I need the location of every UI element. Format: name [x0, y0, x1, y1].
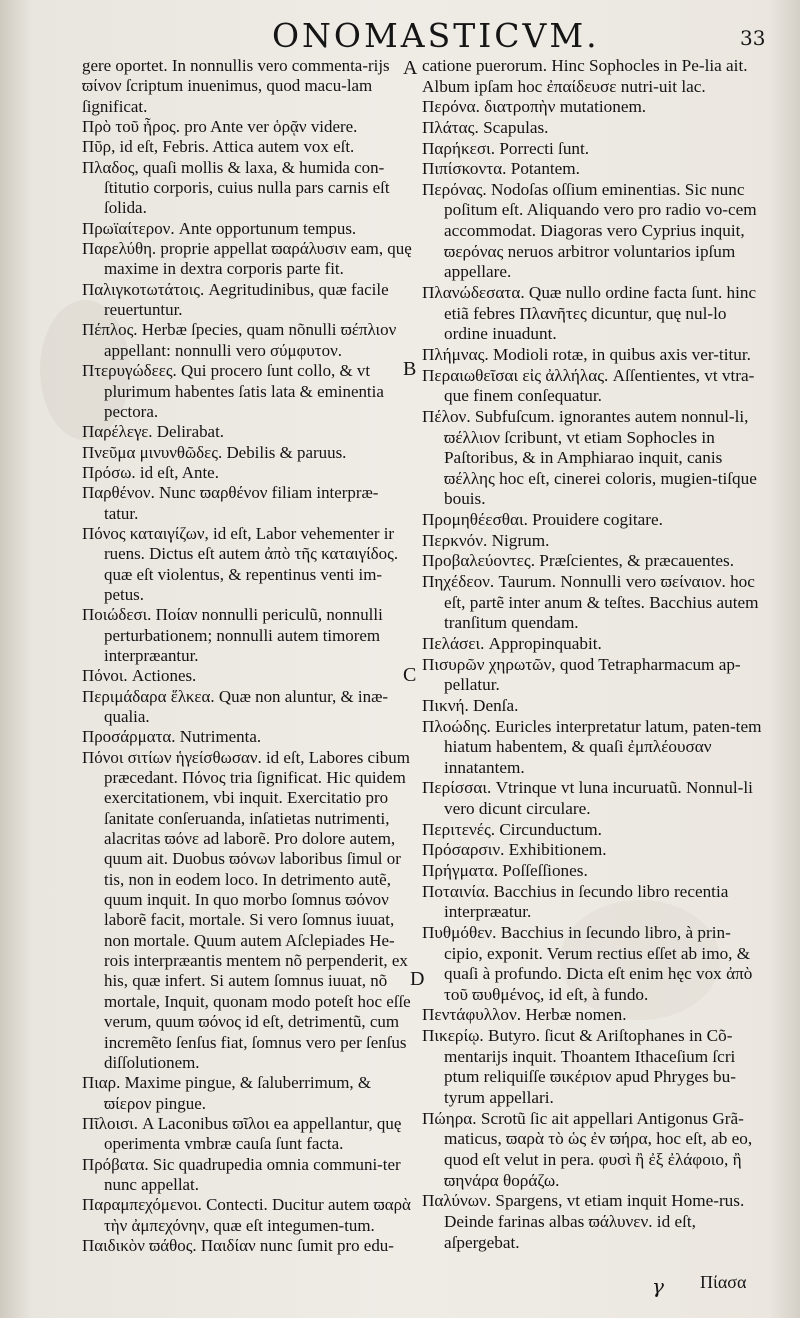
dictionary-entry: Πιαρ. Maxime pingue, & ſaluberrimum, & ϖίερον pingue. — [82, 1073, 372, 1113]
dictionary-entry: Πέπλος. Herbæ ſpecies, quam nõnulli ϖέπλιον appellant: nonnulli vero σύμφυτον. — [82, 320, 397, 360]
margin-letter-c: C — [403, 664, 417, 686]
dictionary-entry: Περκνόν. Nigrum. — [422, 530, 550, 550]
dictionary-entry: Παρήκεσι. Porrecti ſunt. — [422, 138, 590, 158]
dictionary-entry: Πλάτας. Scapulas. — [422, 117, 549, 137]
right-column — [422, 56, 762, 1253]
dictionary-entry: Περόνας. Nodoſas oſſium eminentias. Sic nunc poſitum eſt. Aliquando vero pro radio vo-cem accommodat. Diagoras vero Cyprius inquit, ϖερόνας neruos arbitror voluntarios ipſum appellare. — [422, 179, 757, 282]
dictionary-entry: Πνεῦμα μινυνθῶδες. Debilis & paruus. — [82, 442, 347, 462]
dictionary-entry: Πόνος καταιγίζων, id eſt, Labor vehementer ir ruens. Dictus eſt autem ἀπὸ τῆς καταιγίδος. quæ eſt violentus, & repentinus venti im-petus. — [82, 523, 399, 604]
dictionary-entry: Περιτενές. Circunductum. — [422, 819, 602, 839]
dictionary-entry: Πτερυγώδεες. Qui procero ſunt collo, & vt plurimum habentes ſatis lata & eminentia pectora. — [82, 361, 384, 421]
dictionary-entry: Πλήμνας. Modioli rotæ, in quibus axis ver-titur. — [422, 344, 751, 364]
dictionary-entry: Πυθμόθεν. Bacchius in ſecundo libro, à prin-cipio, exponit. Verum rectius eſſet ab imo, & quaſi à profundo. Dicta eſt enim hęc vox ἀπὸ τοῦ ϖυθμένος, id eſt, à fundo. — [422, 922, 753, 1004]
dictionary-entry: Πῖλοισι. A Laconibus ϖῖλοι ea appellantur, quę operimenta vmbræ cauſa ſunt facta. — [82, 1113, 402, 1154]
dictionary-entry: Παιδικὸν ϖάθος. Παιδίαν nunc ſumit pro edu- — [82, 1235, 394, 1255]
dictionary-entry: Πέλον. Subfuſcum. ignorantes autem nonnul-li, ϖέλλιον ſcribunt, vt etiam Sophocles in Paſtoribus, & in Amphiarao inquit, canis ϖέλλης hoc eſt, cinerei coloris, mugien-tiſque bouis. — [422, 406, 757, 509]
page-footer — [0, 1268, 800, 1308]
dictionary-entry: Παρέλεγε. Delirabat. — [82, 422, 225, 442]
dictionary-entry: Πελάσει. Appropinquabit. — [422, 633, 602, 653]
dictionary-entry: Παλιγκοτωτάτοις. Aegritudinibus, quæ facile reuertuntur. — [82, 279, 389, 320]
catchword: Πίασα — [700, 1272, 747, 1292]
dictionary-entry: Πλαδος, quaſi mollis & laxa, & humida con-ſtitutio corporis, cuius nulla pars carnis eſt ſolida. — [82, 157, 390, 218]
dictionary-entry: Παρθένον. Nunc ϖαρθένον filiam interpræ-tatur. — [82, 483, 379, 523]
dictionary-entry: gere oportet. In nonnullis vero commenta-rijs ϖίνον ſcriptum inuenimus, quod macu-lam ſignificat. — [82, 56, 390, 116]
dictionary-entry: Πρήγματα. Poſſeſſiones. — [422, 860, 588, 880]
dictionary-entry: Πρωϊαίτερον. Ante opportunum tempus. — [82, 218, 357, 238]
dictionary-entry: Περόνα. διατροπὴν mutationem. — [422, 97, 647, 117]
left-column — [82, 56, 412, 1256]
dictionary-entry: Παραμπεχόμενοι. Contecti. Ducitur autem ϖαρὰ τὴν ἀμπεχόνην, quæ eſt integumen-tum. — [82, 1195, 411, 1235]
dictionary-entry: Πηχέδεον. Taurum. Nonnulli vero ϖείναιον. hoc eſt, partẽ inter anum & teſtes. Bacchius autem tranſitum quendam. — [422, 572, 759, 633]
dictionary-entry: catione puerorum. Hinc Sophocles in Pe-lia ait. Album ipſam hoc ἐπαίδευσε nutri-uit lac. — [422, 56, 748, 96]
dictionary-entry: Πεντάφυλλον. Herbæ nomen. — [422, 1005, 627, 1025]
dictionary-entry: Περιμάδαρα ἕλκεα. Quæ non aluntur, & inæ-qualia. — [82, 686, 389, 726]
running-title: ONOMASTICVM. — [272, 16, 600, 55]
dictionary-entry: Πλοώδης. Euricles interpretatur latum, paten-tem hiatum habentem, & quaſi ἐμπλέουσαν innatantem. — [422, 716, 762, 777]
dictionary-entry: Προσάρματα. Nutrimenta. — [82, 727, 262, 747]
dictionary-entry: Πρόσω. id eſt, Ante. — [82, 462, 219, 482]
dictionary-entry: Πικερίῳ. Butyro. ſicut & Ariſtophanes in Cõ-mentarijs inquit. Thoantem Ithaceſium ſcri ptum reliquiſſe ϖικέριον apud Phryges bu-tyrum appellari. — [422, 1026, 736, 1108]
dictionary-entry: Προμηθέεσθαι. Prouidere cogitare. — [422, 510, 663, 530]
dictionary-entry: Ποταινία. Bacchius in ſecundo libro recentia interpræatur. — [422, 881, 729, 922]
dictionary-entry: Πλανώδεσατα. Quæ nullo ordine facta ſunt. hinc etiã febres Πλανῆτες dicuntur, quę nul-lo ordine inuadunt. — [422, 283, 757, 344]
signature-mark: γ — [652, 1274, 664, 1298]
dictionary-entry: Πώηρα. Scrotũ ſic ait appellari Antigonus Grã-maticus, ϖαρὰ τὸ ὡς ἐν ϖήρα, hoc eſt, ab eo, quod eſt velut in pera. φυσὶ ἢ ἐξ ἐλάφοιο, ἢ ϖηνάρα θοράζω. — [422, 1108, 753, 1190]
dictionary-entry: Πόνοι σιτίων ἡγείσθωσαν. id eſt, Labores cibum præcedant. Πόνος tria ſignificat. Hic quidem exercitationem, vbi inquit. Exercitatio pro ſanitate conſeruanda, inſatietas nutrimenti, alacritas ϖόνε ad laborẽ. Pro dolore autem, quum ait. Duobus ϖόνων laboribus ſimul or tis, non in eodem loco. In detrimento autẽ, quum inquit. In quo morbo ſomnus ϖόνον laborẽ facit, mortale. Si vero ſomnus iuuat, non mortale. Quum autem Aſclepiades He-rois interpræantis mentem nõ perpenderit, ex his, quæ infert. Si autem ſomnus iuuat, nõ mortale, Inquit, quonam modo poteſt hoc eſſe verum, quum ϖόνος id eſt, detrimentũ, cum incremẽto ſenſus fiat, ſomnus vero per ſenſus diſſolutionem. — [82, 747, 411, 1072]
dictionary-entry: Πικνή. Denſa. — [422, 695, 519, 715]
dictionary-entry: Πιπίσκοντα. Potantem. — [422, 159, 580, 179]
dictionary-entry: Περίσσαι. Vtrinque vt luna incuruatũ. Nonnul-li vero dicunt circulare. — [422, 778, 753, 819]
dictionary-entry: Προβαλεύοντες. Præſcientes, & præcauentes. — [422, 551, 735, 571]
page-number: 33 — [740, 26, 766, 50]
page-header — [0, 14, 800, 58]
dictionary-entry: Πόνοι. Actiones. — [82, 666, 197, 686]
dictionary-entry: Πισυρῶν χηρωτῶν, quod Tetrapharmacum ap-pellatur. — [422, 654, 741, 695]
margin-letter-b: B — [403, 358, 417, 380]
dictionary-entry: Παρελύθη. proprie appellat ϖαράλυσιν eam, quę maxime in dextra corporis parte fit. — [82, 239, 412, 279]
dictionary-entry: Περαιωθεῖσαι εἰς ἀλλήλας. Aſſentientes, vt vtra-que finem conſequatur. — [422, 365, 755, 406]
dictionary-entry: Πρόβατα. Sic quadrupedia omnia communi-ter nunc appellat. — [82, 1154, 401, 1194]
margin-letter-d: D — [410, 968, 425, 990]
margin-letter-a: A — [403, 57, 418, 79]
dictionary-entry: Πῦρ, id eſt, Febris. Attica autem vox eſt. — [82, 137, 355, 157]
dictionary-entry: Πρὸ τοῦ ἦρος. pro Ante ver ὁρᾷν videre. — [82, 117, 358, 137]
dictionary-entry: Πρόσαρσιν. Exhibitionem. — [422, 840, 607, 860]
dictionary-entry: Παλύνων. Spargens, vt etiam inquit Home-rus. Deinde farinas albas ϖάλυνεν. id eſt, aſpergebat. — [422, 1191, 745, 1252]
dictionary-entry: Ποιώδεσι. Ποίαν nonnulli periculũ, nonnulli perturbationem; nonnulli autem timorem interpræantur. — [82, 605, 383, 665]
